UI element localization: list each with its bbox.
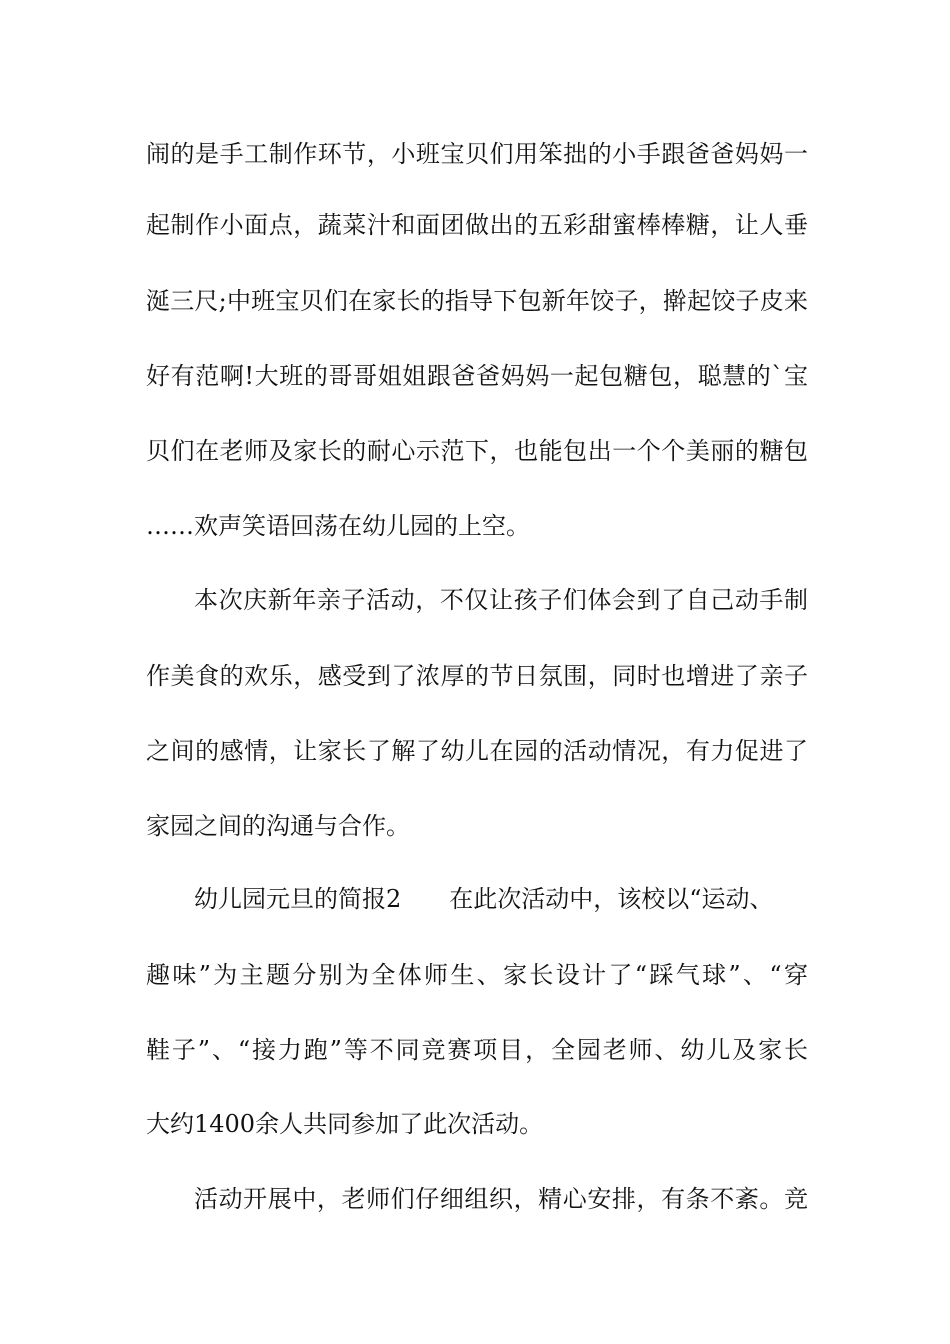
text-line: 大约1400余人共同参加了此次活动。	[146, 1110, 544, 1138]
text-line: 起制作小面点，蔬菜汁和面团做出的五彩甜蜜棒棒糖，让人垂	[146, 211, 808, 239]
paragraph-first-line: 活动开展中，老师们仔细组织，精心安排，有条不紊。竞	[194, 1185, 808, 1213]
section-heading-line: 幼儿园元旦的简报2 在此次活动中，该校以“运动、	[194, 885, 774, 913]
text-line: ……欢声笑语回荡在幼儿园的上空。	[146, 512, 530, 540]
text-line: 好有范啊!大班的哥哥姐姐跟爸爸妈妈一起包糖包，聪慧的`宝	[146, 362, 808, 390]
paragraph-first-line: 本次庆新年亲子活动，不仅让孩子们体会到了自己动手制	[194, 586, 808, 614]
text-line: 鞋子”、“接力跑”等不同竞赛项目，全园老师、幼儿及家长	[146, 1036, 808, 1064]
text-line: 家园之间的沟通与合作。	[146, 812, 410, 840]
text-line: 之间的感情，让家长了解了幼儿在园的活动情况，有力促进了	[146, 737, 808, 765]
text-line: 闹的是手工制作环节，小班宝贝们用笨拙的小手跟爸爸妈妈一	[146, 140, 808, 168]
text-line: 贝们在老师及家长的耐心示范下，也能包出一个个美丽的糖包	[146, 437, 808, 465]
text-line: 涎三尺;中班宝贝们在家长的指导下包新年饺子，擀起饺子皮来	[146, 287, 808, 315]
text-line: 趣味”为主题分别为全体师生、家长设计了“踩气球”、“穿	[146, 961, 808, 989]
text-line: 作美食的欢乐，感受到了浓厚的节日氛围，同时也增进了亲子	[146, 662, 808, 690]
